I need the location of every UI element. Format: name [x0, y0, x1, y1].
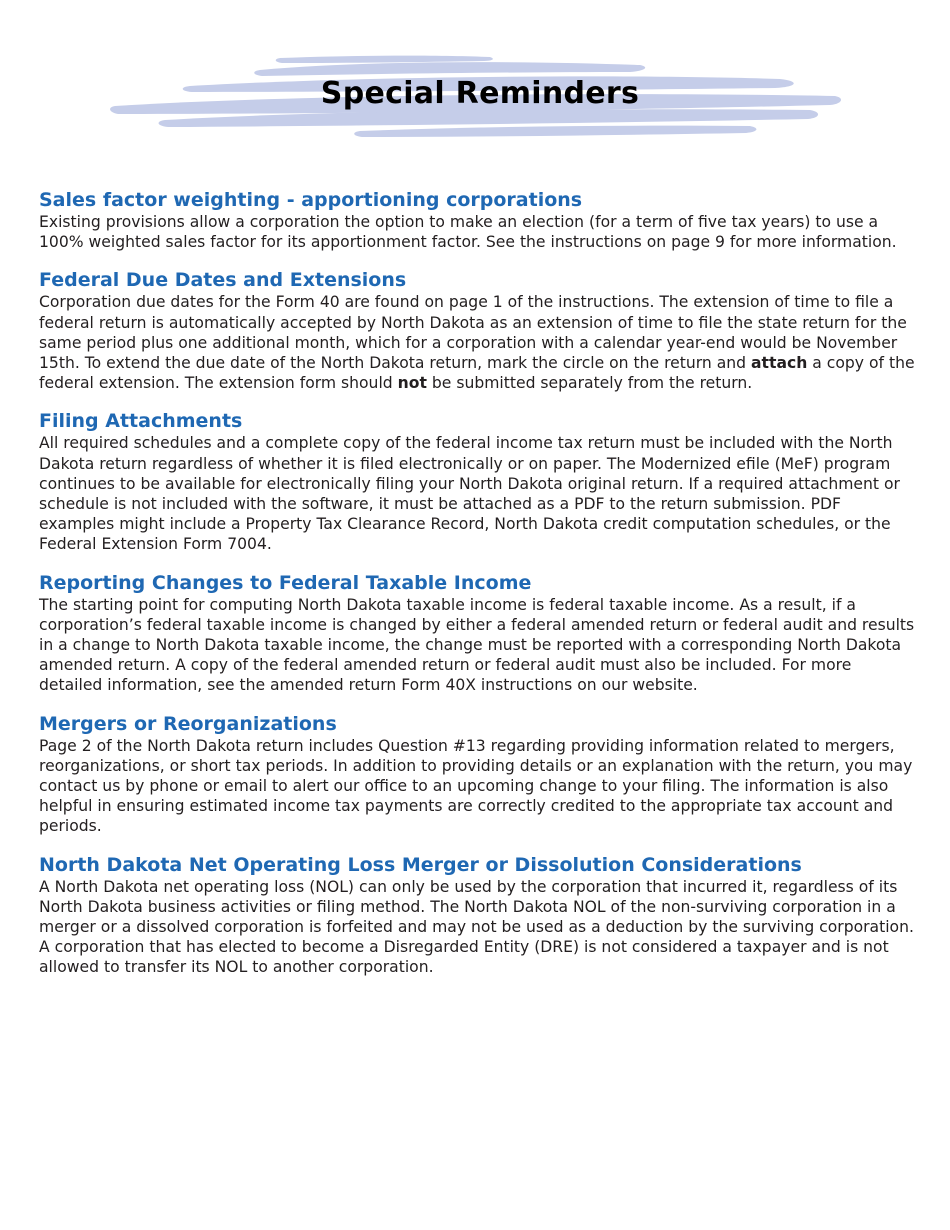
- emphasis-attach: attach: [751, 354, 808, 373]
- section-heading: Reporting Changes to Federal Taxable Income: [39, 571, 532, 594]
- section-body: Page 2 of the North Dakota return includes Question #13 regarding providing information related to mergers, reorganizations, or short tax periods. In addition to providing details or an explanation with the return, you may contact us by phone or email to alert our office to an upcoming change to your filing. The information is also helpful in ensuring estimated income tax payments are correctly credited to the appropriate tax account and periods.: [39, 736, 913, 836]
- section-reporting-changes: [39, 572, 919, 696]
- section-body: The starting point for computing North Dakota taxable income is federal taxable income. As a result, if a corporation’s federal taxable income is changed by either a federal amended return or federal audit and results in a change to North Dakota taxable income, the change must be reported with a corresponding North Dakota amended return. A copy of the federal amended return or federal audit must also be included. For more detailed information, see the amended return Form 40X instructions on our website.: [39, 595, 915, 695]
- section-sales-factor: [39, 189, 919, 252]
- body-text: a copy of the federal extension. The extension form should: [39, 354, 915, 393]
- reminders-content: [39, 189, 919, 995]
- section-filing-attachments: [39, 410, 919, 554]
- section-heading: Sales factor weighting - apportioning corporations: [39, 189, 583, 211]
- section-body: [39, 292, 919, 393]
- body-text: be submitted separately from the return.: [426, 374, 753, 393]
- section-heading: Filing Attachments: [39, 410, 243, 433]
- section-heading: Mergers or Reorganizations: [39, 712, 337, 735]
- page-title: Special Reminders: [320, 76, 640, 111]
- section-mergers: [39, 713, 919, 837]
- section-nol-merger: [39, 854, 919, 978]
- section-federal-due-dates: [39, 269, 919, 393]
- body-text: Corporation due dates for the Form 40 are found on page 1 of the instructions. The extension of time to file a federal return is automatically accepted by North Dakota as an extension of time to file the state return for the same period plus one additional month, which for a corporation with a calendar year-end would be November 15th. To extend the due date of the North Dakota return, mark the circle on the return and: [39, 293, 907, 373]
- emphasis-not: not: [397, 374, 427, 393]
- section-body: Existing provisions allow a corporation the option to make an election (for a term of five tax years) to use a 100% weighted sales factor for its apportionment factor. See the instructions on page 9 for more information.: [39, 213, 897, 252]
- title-banner: [110, 52, 850, 142]
- section-heading: North Dakota Net Operating Loss Merger or Dissolution Considerations: [39, 853, 802, 876]
- section-body: All required schedules and a complete copy of the federal income tax return must be included with the North Dakota return regardless of whether it is filed electronically or on paper. The Modernized efile (MeF) program continues to be available for electronically filing your North Dakota original return. If a required attachment or schedule is not included with the software, it must be attached as a PDF to the return submission. PDF examples might include a Property Tax Clearance Record, North Dakota credit computation schedules, or the Federal Extension Form 7004.: [39, 434, 900, 554]
- section-heading: Federal Due Dates and Extensions: [39, 269, 407, 292]
- section-body: A North Dakota net operating loss (NOL) can only be used by the corporation that incurred it, regardless of its North Dakota business activities or filing method. The North Dakota NOL of the non-surviving corporation in a merger or a dissolved corporation is forfeited and may not be used as a deduction by the surviving corporation. A corporation that has elected to become a Disregarded Entity (DRE) is not considered a taxpayer and is not allowed to transfer its NOL to another corporation.: [39, 877, 914, 977]
